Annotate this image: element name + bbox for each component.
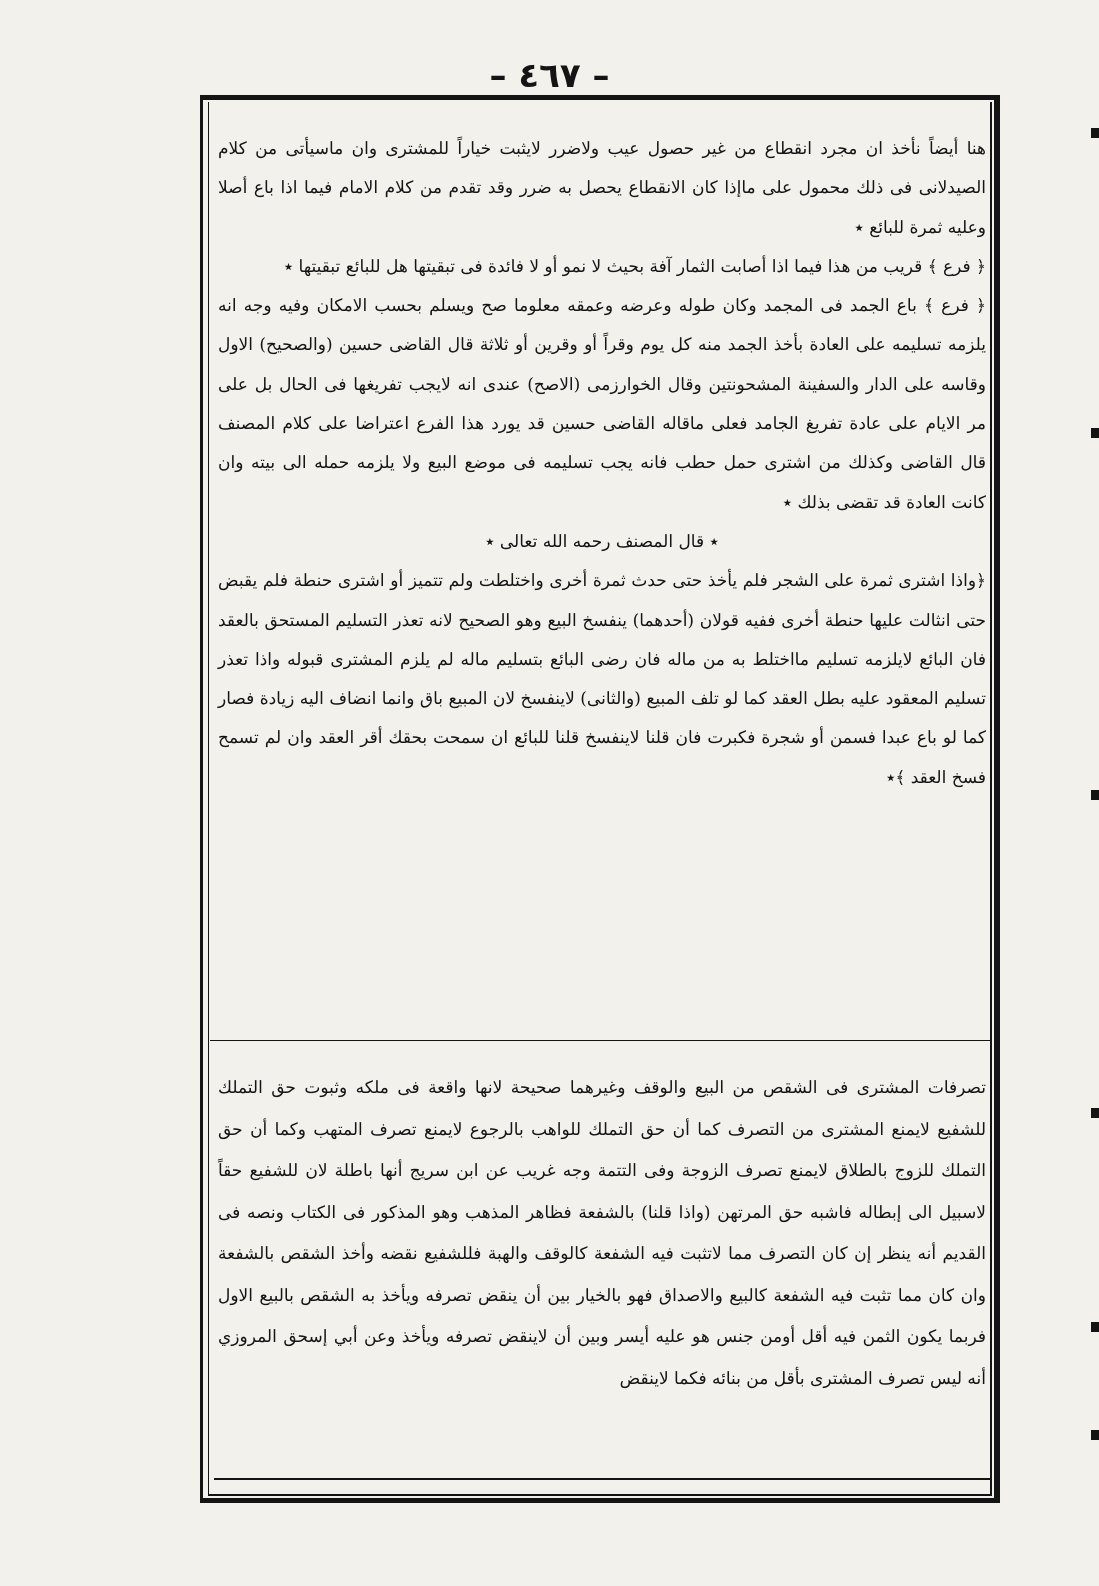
commentary-paragraph: تصرفات المشترى فى الشقص من البيع والوقف وغيرهما صحيحة لانها واقعة فى ملكه وثبوت حق التملك للشفيع لايمنع المشترى من التصرف كما أن حق التملك للواهب بالرجوع لايمنع تصرف المتهب وكما أن حق التملك للزوج بالطلاق لايمنع تصرف الزوجة وفى التتمة وجه غريب عن ابن سريج أنها باطلة لان للشفيع حقاً لاسبيل الى إبطاله فاشبه حق المرتهن (واذا قلنا) بالشفعة فظاهر المذهب وهو المذكور فى الكتاب ونصه فى القديم أنه ينظر إن كان التصرف مما لاتثبت فيه الشفعة كالوقف والهبة فللشفيع نقضه وأخذ الشقص بالشفعة وان كان مما تثبت فيه الشفعة كالبيع والاصداق فهو بالخيار بين أن ينقض تصرفه ويأخذ به الشقص بالبيع الاول فربما يكون الثمن فيه أقل أومن جنس هو عليه أيسر وبين أن لاينقض تصرفه ويأخذ وعن أبي إسحق المروزي أنه ليس تصرف المشترى بأقل من بنائه فكما لاينقض bbox=[218, 1078, 986, 1389]
main-paragraph: ﴿ فرع ﴾ قريب من هذا فيما اذا أصابت الثمار آفة بحيث لا نمو أو لا فائدة فى تبقيتها هل للبائع تبقيتها ٭ bbox=[283, 256, 986, 277]
section-divider bbox=[210, 1040, 990, 1041]
main-text-block bbox=[218, 130, 986, 798]
margin-mark bbox=[1091, 428, 1099, 438]
bottom-rule bbox=[214, 1478, 990, 1480]
quoted-text-paragraph: ﴿واذا اشترى ثمرة على الشجر فلم يأخذ حتى حدث ثمرة أخرى واختلطت ولم تتميز أو اشترى حنطة فلم يقبض حتى انثالت عليها حنطة أخرى ففيه قولان (أحدهما) ينفسخ البيع وهو الصحيح لانه تعذر التسليم المستحق بالعقد فان البائع لايلزمه تسليم مااختلط به من ماله فان رضى البائع بتسليم ماله لم يلزم المشترى قبوله واذا تعذر تسليم المعقود عليه بطل العقد كما لو تلف المبيع (والثانى) لاينفسخ لان المبيع باق وانما انضاف اليه زيادة فصار كما لو باع عبدا فسمن أو شجرة فكبرت فان قلنا لاينفسخ قلنا للبائع ان سمحت بحقك أقر العقد وان لم تسمح فسخ العقد ﴾٭ bbox=[218, 571, 986, 788]
main-paragraph: هنا أيضاً نأخذ ان مجرد انقطاع من غير حصول عيب ولاضرر لايثبت خياراً للمشترى وان ماسيأتى من كلام الصيدلانى فى ذلك محمول على ماإذا كان الانقطاع يحصل به ضرر وقد تقدم من كلام الامام فيما اذا باع أصلا وعليه ثمرة للبائع ٭ bbox=[218, 139, 986, 238]
margin-mark bbox=[1091, 1430, 1099, 1440]
main-paragraph: ﴿ فرع ﴾ باع الجمد فى المجمد وكان طوله وعرضه وعمقه معلوما صح ويسلم بحسب الامكان وفيه وجه انه يلزمه تسليمه على العادة بأخذ الجمد منه كل يوم وقراً أو وقرين أو ثلاثة قال القاضى حسين (والصحيح) الاول وقاسه على الدار والسفينة المشحونتين وقال الخوارزمى (الاصح) عندى انه لايجب تفريغها فى الحال بل على مر الايام على عادة تفريغ الجامد فعلى ماقاله القاضى حسين قد يورد هذا الفرع اعتراضا على كلام المصنف قال القاضى وكذلك من اشترى حمل حطب فانه يجب تسليمه فى موضع البيع ولا يلزمه حمله الى بيته وان كانت العادة قد تقضى بذلك ٭ bbox=[218, 296, 986, 513]
margin-mark bbox=[1091, 128, 1099, 138]
margin-mark bbox=[1091, 1322, 1099, 1332]
margin-mark bbox=[1091, 790, 1099, 800]
section-heading: ٭ قال المصنف رحمه الله تعالى ٭ bbox=[485, 531, 719, 552]
commentary-text-block bbox=[218, 1068, 986, 1400]
page-number: – ٤٦٧ – bbox=[489, 56, 610, 96]
margin-mark bbox=[1091, 1108, 1099, 1118]
